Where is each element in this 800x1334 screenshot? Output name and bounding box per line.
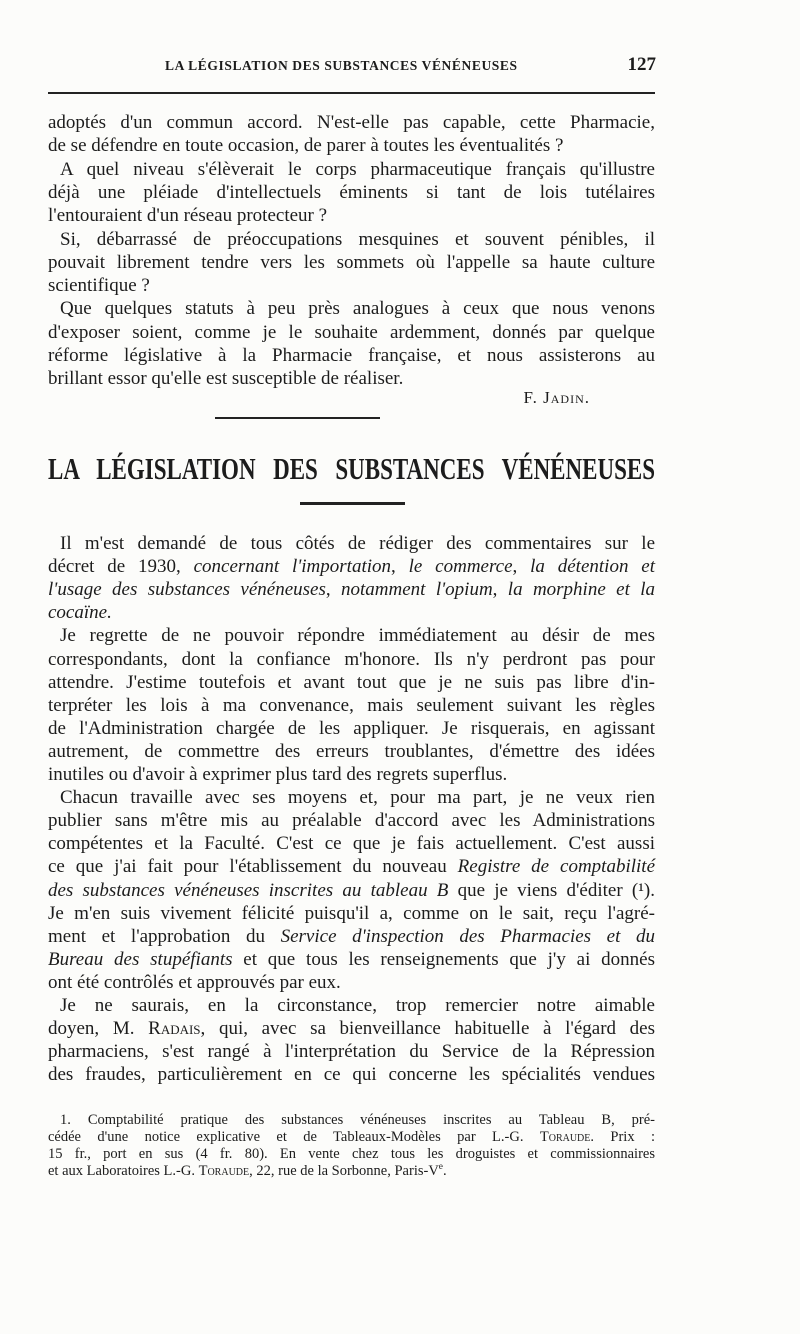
text-line <box>48 741 655 763</box>
text-line <box>48 833 655 855</box>
text-line <box>48 1163 655 1180</box>
text-segment: A quel niveau s'élèverait le corps pharmaceutique français qu'illustre <box>60 158 655 180</box>
text-line <box>48 556 655 578</box>
text-segment: publier sans m'être mis au préalable d'accord avec les Administrations <box>48 810 655 832</box>
text-segment: ce que j'ai fait pour l'établissement du nouveau <box>48 856 458 878</box>
text-segment: . Prix : <box>590 1129 655 1145</box>
text-segment: et aux Laboratoires L.-G. <box>48 1163 199 1179</box>
text-segment: déjà une pléiade d'intellectuels éminents si tant de lois tutélaires <box>48 181 655 203</box>
text-segment: Il m'est demandé de tous côtés de rédiger des commentaires sur le <box>60 533 655 554</box>
article-separator-rule <box>215 417 380 419</box>
text-line <box>48 856 655 878</box>
text-segment: que je viens d'éditer (¹). <box>448 879 655 901</box>
text-segment: Je m'en suis vivement félicité puisqu'il a, comme on le sait, reçu l'agré- <box>48 902 655 924</box>
text-line <box>48 252 655 274</box>
text-line <box>48 205 655 227</box>
text-segment: de se défendre en toute occasion, de parer à toutes les éventualités ? <box>48 135 564 157</box>
text-line <box>48 718 655 740</box>
italic-text: le commerce <box>408 556 513 578</box>
text-line <box>48 972 655 994</box>
text-segment: . <box>442 1163 447 1179</box>
italic-text: Bureau des stupéfiants <box>48 948 233 970</box>
text-segment: réforme législative à la Pharmacie française, et nous assisterons au <box>48 345 655 366</box>
italic-text: notamment l'opium <box>341 579 493 601</box>
text-line <box>48 926 655 948</box>
text-segment: autrement, de commettre des erreurs troublantes, d'émettre des idées <box>48 740 655 762</box>
text-line <box>48 1041 655 1063</box>
text-segment: pharmaciens, s'est rangé à l'interprétation du Service de la Répression <box>48 1041 655 1063</box>
italic-text: l'usage des substances vénéneuses <box>48 579 326 601</box>
text-segment: inutiles ou d'avoir à exprimer plus tard des regrets superflus. <box>48 764 508 785</box>
text-segment: attendre. J'estime toutefois et avant tout que je ne suis pas libre d'in- <box>48 671 655 693</box>
text-line <box>48 182 655 204</box>
italic-text: concernant l'importation <box>193 556 392 578</box>
italic-text: Registre de comptabilité <box>457 856 656 878</box>
text-line <box>48 1018 655 1040</box>
text-line <box>48 649 655 671</box>
text-line <box>60 229 655 251</box>
italic-text: la morphine et la <box>507 579 656 601</box>
title-rule <box>300 502 405 505</box>
running-head: LA LÉGISLATION DES SUBSTANCES VÉNÉNEUSES <box>165 58 518 73</box>
header-rule <box>48 92 655 94</box>
text-line <box>48 903 655 925</box>
text-line <box>60 625 655 647</box>
text-segment: adoptés d'un commun accord. N'est-elle pas capable, cette Pharmacie, <box>48 112 655 133</box>
text-segment: , <box>391 556 409 578</box>
italic-text: des substances vénéneuses inscrites au tableau B <box>48 879 449 901</box>
text-line <box>48 695 655 717</box>
text-segment: pouvait librement tendre vers les sommets où l'appelle sa haute culture <box>48 251 655 273</box>
text-segment: scientifique ? <box>48 275 150 297</box>
text-line <box>48 949 655 971</box>
text-segment: des fraudes, particulièrement en ce qui concerne les spécialités vendues <box>48 1064 655 1086</box>
text-line <box>48 275 655 297</box>
text-line <box>48 810 655 832</box>
text-segment: , <box>512 556 531 578</box>
italic-text: Service d'inspection des Pharmacies et du <box>280 925 655 947</box>
text-line <box>48 764 655 786</box>
text-line <box>48 112 655 134</box>
text-line <box>60 159 655 181</box>
text-segment: ment et l'approbation du <box>48 925 281 947</box>
small-caps-name: Toraude <box>539 1129 591 1145</box>
text-segment: 15 fr., port en sus (4 fr. 80). En vente chez tous les droguistes et commissionnaires <box>48 1146 655 1162</box>
text-line <box>48 322 655 344</box>
text-segment: de l'Administration chargée de les appliquer. Je risquerais, en agissant <box>48 717 655 739</box>
text-segment: doyen, M. <box>48 1018 149 1040</box>
text-segment: , 22, rue de la Sorbonne, Paris-V <box>249 1163 439 1179</box>
text-segment: décret de 1930, <box>48 556 194 578</box>
text-line <box>48 579 655 601</box>
text-segment: et que tous les renseignements que j'y ai donnés <box>232 948 655 970</box>
text-segment: terpréter les lois à ma convenance, mais seulement suivant les règles <box>48 694 655 716</box>
text-line <box>60 533 655 555</box>
text-segment: l'entouraient d'un réseau protecteur ? <box>48 205 328 227</box>
text-line <box>48 1146 655 1163</box>
text-segment: ont été contrôlés et approuvés par eux. <box>48 971 341 993</box>
text-segment: 1. Comptabilité pratique des substances vénéneuses inscrites au Tableau B, pré- <box>60 1112 655 1128</box>
text-segment: d'exposer soient, comme je le souhaite ardemment, donnés par quelque <box>48 321 655 343</box>
text-line <box>60 787 655 809</box>
text-line <box>48 672 655 694</box>
text-segment: , <box>492 579 508 601</box>
text-line <box>48 1129 655 1146</box>
text-segment: Je ne saurais, en la circonstance, trop remercier notre aimable <box>60 995 655 1016</box>
italic-text: cocaïne. <box>48 602 112 624</box>
text-line <box>48 368 655 390</box>
text-segment: correspondants, dont la confiance m'honore. Ils n'y perdront pas pour <box>48 648 655 670</box>
small-caps-name: Toraude <box>198 1163 250 1179</box>
text-line <box>48 880 655 902</box>
text-line <box>60 1112 655 1129</box>
author-signature <box>400 388 590 408</box>
text-line <box>60 298 655 320</box>
text-segment: , <box>325 579 342 601</box>
text-segment: Je regrette de ne pouvoir répondre immédiatement au désir de mes <box>60 625 655 647</box>
small-caps-name: Radais <box>148 1018 201 1040</box>
text-line <box>48 135 655 157</box>
text-segment: Chacun travaille avec ses moyens et, pour ma part, je ne veux rien <box>60 787 655 809</box>
text-segment: , qui, avec sa bienveillance habituelle à l'égard des <box>200 1018 656 1040</box>
text-segment: compétentes et la Faculté. C'est ce que je fais actuellement. C'est aussi <box>48 833 655 855</box>
italic-text: la détention et <box>530 556 656 578</box>
text-segment: Si, débarrassé de préoccupations mesquines et souvent pénibles, il <box>60 228 655 250</box>
text-line <box>48 1064 655 1086</box>
text-segment: brillant essor qu'elle est susceptible de réaliser. <box>48 368 404 390</box>
text-segment: Que quelques statuts à peu près analogues à ceux que nous venons <box>60 298 655 320</box>
page-number: 127 <box>627 54 656 75</box>
signature-text: F. Jadin. <box>523 388 590 407</box>
text-segment: cédée d'une notice explicative et de Tableaux-Modèles par L.-G. <box>48 1129 540 1145</box>
text-line <box>60 995 655 1017</box>
article-title: LA LÉGISLATION DES SUBSTANCES VÉNÉNEUSES <box>48 452 655 486</box>
text-line <box>48 602 655 624</box>
superscript: e <box>438 1162 443 1173</box>
text-line <box>48 345 655 367</box>
